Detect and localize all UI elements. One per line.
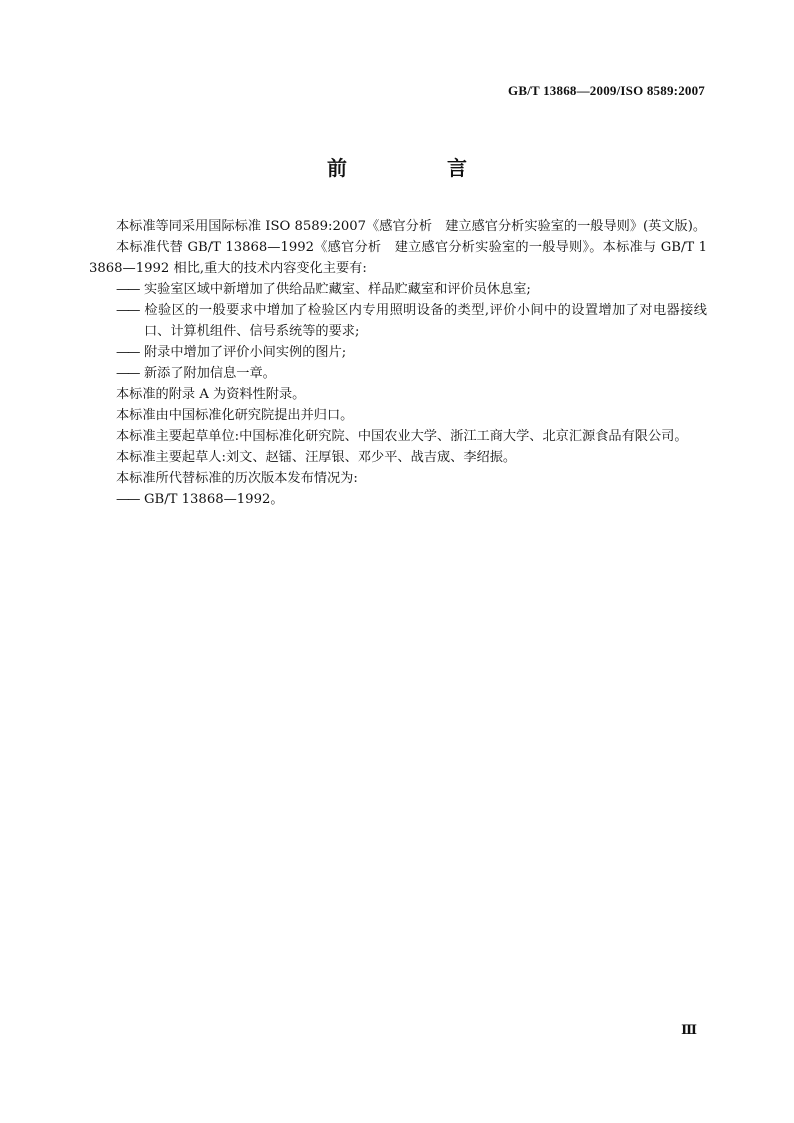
page-header: GB/T 13868—2009/ISO 8589:2007 [508, 83, 705, 98]
change-item-text: 检验区的一般要求中增加了检验区内专用照明设备的类型,评价小间中的设置增加了对电器接线口、计算机组件、信号系统等的要求; [144, 303, 707, 339]
statement-annex: 本标准的附录 A 为资料性附录。 [116, 387, 306, 402]
change-item [89, 300, 707, 342]
dash-mark: —— [116, 366, 139, 381]
change-item [89, 342, 707, 363]
dash-mark: —— [116, 492, 139, 507]
change-item-text: 附录中增加了评价小间实例的图片; [144, 345, 347, 360]
paragraph-adoption: 本标准等同采用国际标准 ISO 8589:2007《感官分析 建立感官分析实验室的一般导则》(英文版)。 [116, 219, 707, 234]
dash-mark: —— [116, 345, 139, 360]
body-text [89, 216, 707, 510]
dash-mark: —— [116, 303, 139, 318]
change-item [89, 363, 707, 384]
history-item [89, 489, 707, 510]
statement-proposer: 本标准由中国标准化研究院提出并归口。 [116, 408, 354, 423]
page-title: 前 言 [327, 156, 507, 180]
dash-mark: —— [116, 282, 139, 297]
statement-history: 本标准所代替标准的历次版本发布情况为: [116, 471, 358, 486]
history-item-text: GB/T 13868—1992。 [144, 492, 284, 507]
page-number: Ⅲ [681, 1022, 697, 1037]
change-item [89, 279, 707, 300]
statement-drafters: 本标准主要起草人:刘文、赵镭、汪厚银、邓少平、战吉宬、李绍振。 [116, 450, 517, 465]
change-item-text: 新添了附加信息一章。 [144, 366, 276, 381]
statement-drafting-units: 本标准主要起草单位:中国标准化研究院、中国农业大学、浙江工商大学、北京汇源食品有限公司。 [116, 429, 688, 444]
paragraph-replacement: 本标准代替 GB/T 13868—1992《感官分析 建立感官分析实验室的一般导则》。本标准与 GB/T 13868—1992 相比,重大的技术内容变化主要有: [89, 240, 707, 276]
change-item-text: 实验室区域中新增加了供给品贮藏室、样品贮藏室和评价员休息室; [144, 282, 531, 297]
